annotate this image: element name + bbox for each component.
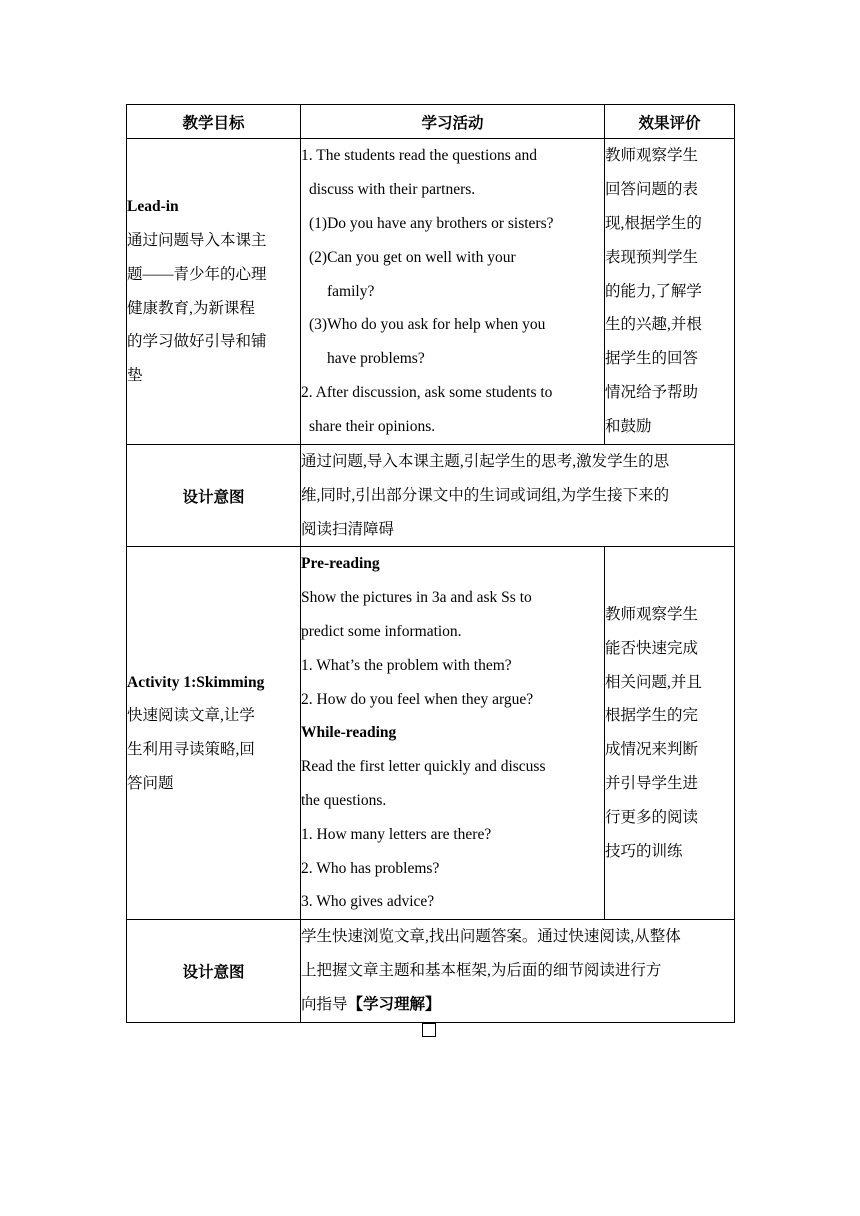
- leadin-eval-line: 情况给予帮助: [605, 383, 699, 401]
- while-reading-line: the questions.: [301, 791, 387, 809]
- while-reading-heading: While-reading: [301, 724, 397, 742]
- leadin-eval-line: 生的兴趣,并根: [605, 316, 702, 334]
- header-goal: 教学目标: [127, 105, 301, 139]
- leadin-eval-line: 和鼓励: [605, 417, 652, 435]
- activity1-goal-cell: [127, 547, 301, 920]
- design-intent-line: [301, 988, 734, 1022]
- activity1-eval-line: 技巧的训练: [605, 842, 683, 860]
- activity1-row: [127, 547, 735, 920]
- checkbox-square[interactable]: [422, 1023, 436, 1037]
- leadin-activity-line: (1)Do you have any brothers or sisters?: [309, 215, 554, 232]
- leadin-evaluation-cell: [605, 139, 735, 445]
- leadin-eval-line: 据学生的回答: [605, 350, 699, 368]
- design-intent-row-1: [127, 445, 735, 547]
- pre-reading-line: 1. What’s the problem with them?: [301, 656, 512, 674]
- leadin-title: Lead-in: [127, 198, 179, 216]
- leadin-activity-line: (3)Who do you ask for help when you: [309, 316, 546, 334]
- pre-reading-line: Show the pictures in 3a and ask Ss to: [301, 589, 532, 607]
- activity1-goal-line: 生利用寻读策略,回: [127, 741, 255, 759]
- activity1-activity-cell: [301, 547, 605, 920]
- leadin-row: [127, 139, 735, 445]
- header-activity: 学习活动: [301, 105, 605, 139]
- activity1-eval-line: 行更多的阅读: [605, 808, 699, 826]
- design-intent-line: 阅读扫清障碍: [301, 520, 395, 538]
- activity1-evaluation-cell: [605, 547, 735, 920]
- pre-reading-line: 2. How do you feel when they argue?: [301, 690, 534, 708]
- leadin-activity-line: discuss with their partners.: [309, 181, 476, 199]
- activity1-eval-line: 并引导学生进: [605, 775, 699, 793]
- leadin-activity-line: (2)Can you get on well with your: [309, 248, 516, 266]
- design-intent-text: [301, 445, 735, 547]
- leadin-eval-line: 表现预判学生: [605, 248, 699, 266]
- design-intent-line: 维,同时,引出部分课文中的生词或词组,为学生接下来的: [301, 486, 670, 504]
- activity1-goal-line: 答问题: [127, 775, 174, 793]
- activity1-eval-line: 成情况来判断: [605, 741, 699, 759]
- design-intent-line: 上把握文章主题和基本框架,为后面的细节阅读进行方: [301, 961, 662, 979]
- competency-tag: 【学习理解】: [347, 995, 441, 1013]
- while-reading-line: 2. Who has problems?: [301, 859, 440, 877]
- leadin-activity-line: family?: [327, 282, 375, 300]
- header-row: [127, 105, 735, 139]
- design-intent-line: 通过问题,导入本课主题,引起学生的思考,激发学生的思: [301, 453, 670, 470]
- design-intent-text: [301, 920, 735, 1022]
- lesson-plan-table: [126, 104, 735, 1023]
- while-reading-line: 1. How many letters are there?: [301, 825, 492, 843]
- design-intent-line: 学生快速浏览文章,找出问题答案。通过快速阅读,从整体: [301, 928, 681, 946]
- leadin-goal-line: 垫: [127, 367, 143, 385]
- leadin-goal-line: 题——青少年的心理: [127, 265, 267, 283]
- while-reading-line: Read the first letter quickly and discuss: [301, 758, 546, 776]
- leadin-activity-cell: [301, 139, 605, 445]
- leadin-eval-line: 教师观察学生: [605, 147, 699, 165]
- leadin-goal-cell: [127, 139, 301, 445]
- design-intent-row-2: [127, 920, 735, 1022]
- while-reading-line: 3. Who gives advice?: [301, 893, 435, 911]
- leadin-eval-line: 回答问题的表: [605, 181, 699, 199]
- activity1-eval-line: 根据学生的完: [605, 707, 699, 725]
- design-intent-last-text: 向指导: [301, 995, 348, 1013]
- activity1-eval-line: 教师观察学生: [605, 606, 699, 624]
- activity1-eval-line: 相关问题,并且: [605, 673, 702, 691]
- pre-reading-line: predict some information.: [301, 622, 462, 640]
- leadin-eval-line: 的能力,了解学: [605, 282, 702, 300]
- leadin-goal-line: 的学习做好引导和铺: [127, 333, 267, 351]
- leadin-activity-line: 2. After discussion, ask some students to: [301, 383, 553, 401]
- activity1-goal-line: 快速阅读文章,让学: [127, 707, 255, 725]
- leadin-goal-line: 通过问题导入本课主: [127, 231, 267, 249]
- design-intent-label: 设计意图: [127, 445, 301, 547]
- activity1-eval-line: 能否快速完成: [605, 639, 699, 657]
- pre-reading-heading: Pre-reading: [301, 555, 380, 573]
- design-intent-label: 设计意图: [127, 920, 301, 1022]
- leadin-activity-line: 1. The students read the questions and: [301, 147, 538, 165]
- header-evaluation: 效果评价: [605, 105, 735, 139]
- leadin-eval-line: 现,根据学生的: [605, 215, 702, 232]
- activity1-title: Activity 1:Skimming: [127, 673, 265, 691]
- leadin-goal-line: 健康教育,为新课程: [127, 299, 255, 317]
- leadin-activity-line: have problems?: [327, 350, 425, 368]
- leadin-activity-line: share their opinions.: [309, 417, 436, 435]
